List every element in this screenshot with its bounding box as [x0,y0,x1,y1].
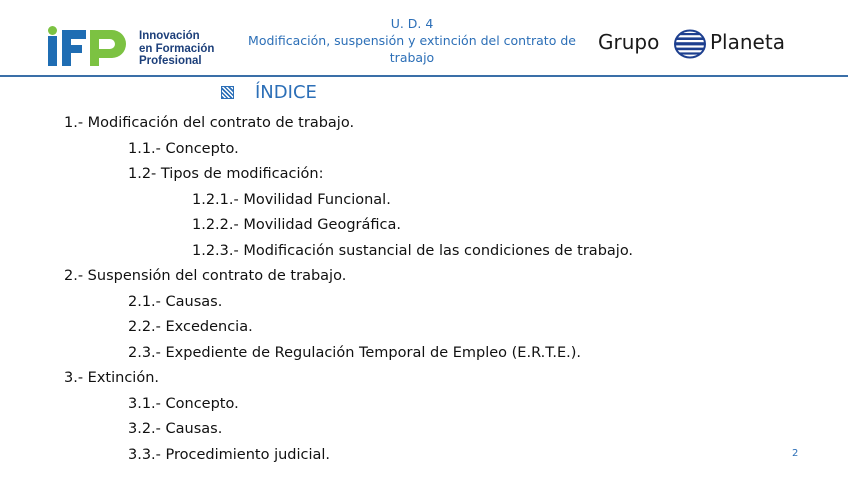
toc-item: 1.- Modificación del contrato de trabajo. [64,115,355,131]
ifp-logo-mark [46,26,136,70]
toc-item: 2.2.- Excedencia. [128,319,253,335]
header-divider [0,75,848,77]
toc-item: 3.3.- Procedimiento judicial. [128,446,331,463]
index-title: ÍNDICE [255,82,317,103]
toc-item: 1.2.1.- Movilidad Funcional. [192,191,391,208]
toc-item: 3.- Extinción. [64,370,159,386]
unit-label: U. D. 4 [390,16,434,31]
toc-item: 2.3.- Expediente de Regulación Temporal de Empleo (E.R.T.E.). [128,344,582,361]
header-title [236,15,588,66]
toc-item: 1.2- Tipos de modificación: [128,166,324,182]
grupo-planeta-logo [598,28,798,60]
ifp-tagline-line: Profesional [139,55,202,67]
page-number: 2 [792,448,799,459]
ifp-tagline [139,30,214,68]
planeta-word-grupo: Grupo [598,30,660,54]
toc-item: 3.2.- Causas. [128,421,223,437]
unit-title-line: trabajo [389,50,435,65]
ifp-logo [46,26,236,70]
ifp-tagline-line: en Formación [139,42,215,55]
toc-item: 1.1.- Concepto. [128,140,239,157]
toc-item: 1.2.3.- Modificación sustancial de las condiciones de trabajo. [192,242,634,259]
toc-item: 2.1.- Causas. [128,293,223,310]
hatched-square-bullet-icon [221,86,234,99]
planeta-word-planeta: Planeta [710,30,785,54]
unit-title-line: Modificación, suspensión y extinción del contrato de [248,33,576,48]
toc-item: 3.1.- Concepto. [128,395,239,412]
ifp-tagline-line: Innovación [139,30,200,42]
toc-item: 1.2.2.- Movilidad Geográfica. [192,217,401,233]
globe-icon [673,29,707,59]
toc-item: 2.- Suspensión del contrato de trabajo. [64,268,347,284]
